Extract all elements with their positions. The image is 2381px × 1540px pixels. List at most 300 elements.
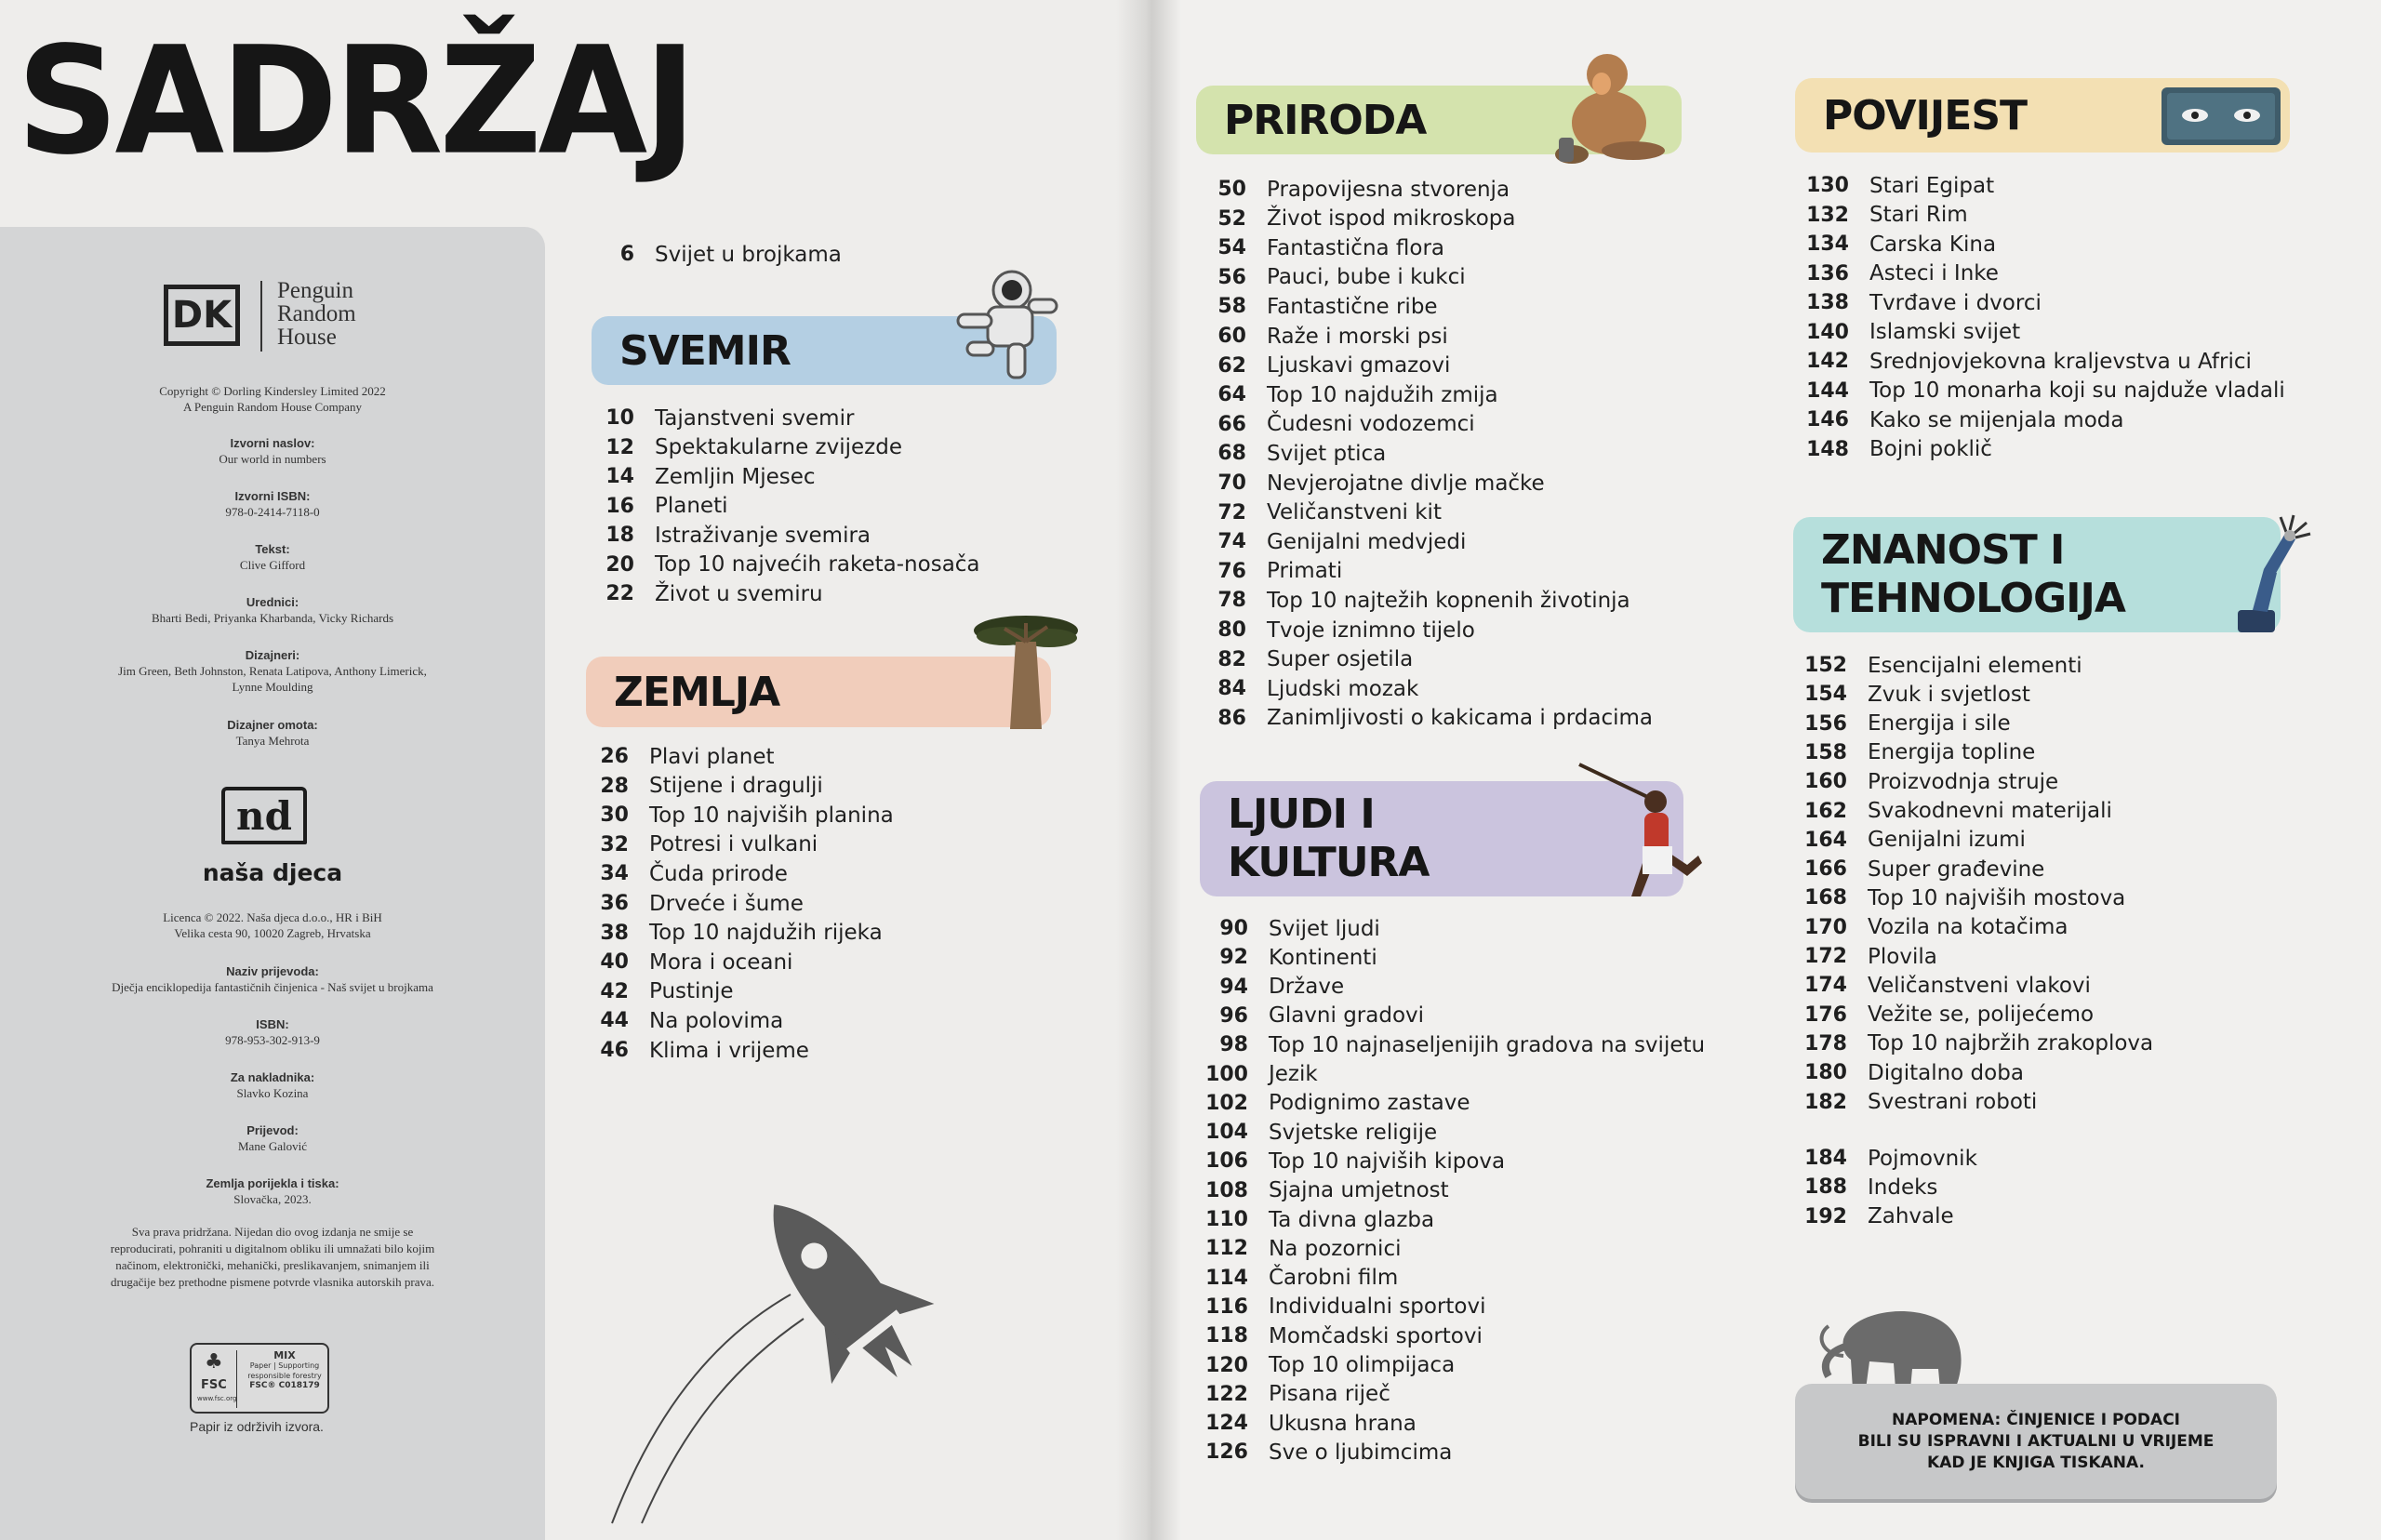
page-number: 46	[600, 1039, 629, 1062]
entry-title: Top 10 najvećih raketa-nosača	[655, 552, 980, 577]
entry-title: Tajanstveni svemir	[655, 405, 855, 431]
entry-title: Istraživanje svemira	[655, 523, 871, 548]
toc-entry[interactable]	[1183, 973, 1344, 1002]
copyright-line-2: A Penguin Random House Company	[182, 400, 363, 414]
page-number: 154	[1804, 683, 1847, 707]
entry-title: Fantastična flora	[1267, 235, 1445, 260]
field-label: Tekst:	[255, 542, 290, 556]
entry-title: Top 10 najdužih rijeka	[649, 921, 883, 946]
toc-entry[interactable]	[569, 404, 854, 432]
section-title: POVIJEST	[1823, 91, 2028, 139]
toc-entry[interactable]	[1181, 674, 1418, 703]
page-number: 86	[1217, 706, 1246, 730]
entry-title: Pustinje	[649, 979, 734, 1004]
field-label: Zemlja porijekla i tiska:	[206, 1176, 339, 1190]
entry-title: Energija i sile	[1868, 711, 2011, 737]
toc-entry[interactable]	[1782, 651, 2082, 680]
toc-entry[interactable]	[1782, 767, 2058, 796]
toc-entry[interactable]	[1784, 230, 1996, 259]
imprint-licence	[0, 909, 545, 941]
imprint-field-publisher-rep	[0, 1069, 545, 1101]
imprint-field-translator	[0, 1122, 545, 1154]
toc-entry[interactable]	[1183, 1380, 1390, 1409]
field-label: Urednici:	[246, 595, 299, 609]
entry-title: Glavni gradovi	[1269, 1003, 1425, 1029]
baobab-tree-image	[967, 610, 1084, 729]
entry-title: Stijene i dragulji	[649, 774, 823, 799]
fsc-logo	[190, 1343, 329, 1414]
toc-entry[interactable]	[1183, 1438, 1452, 1467]
toc-entry[interactable]	[1782, 710, 2011, 738]
toc-entry[interactable]	[1782, 680, 2030, 709]
page-number: 140	[1806, 320, 1849, 344]
page-number: 104	[1205, 1121, 1248, 1145]
page-number: 122	[1205, 1382, 1248, 1406]
page-number: 38	[600, 921, 629, 945]
toc-entry[interactable]	[1784, 201, 1968, 230]
note-line: KAD JE KNJIGA TISKANA.	[1927, 1453, 2145, 1472]
entry-title: Ta divna glazba	[1269, 1207, 1435, 1232]
page-number: 100	[1205, 1062, 1248, 1086]
page-number: 94	[1219, 975, 1248, 999]
toc-entry[interactable]	[1181, 322, 1448, 351]
entry-title: Potresi i vulkani	[649, 832, 818, 857]
page-number: 18	[605, 524, 634, 547]
toc-entry[interactable]	[1181, 292, 1438, 321]
page-number: 42	[600, 979, 629, 1003]
entry-title: Tvoje iznimno tijelo	[1267, 617, 1475, 643]
toc-entry[interactable]	[1784, 405, 2123, 434]
toc-entry[interactable]	[1782, 826, 2026, 855]
page-number: 20	[605, 552, 634, 577]
toc-entry[interactable]	[1181, 380, 1498, 409]
toc-entry[interactable]	[1782, 1173, 1937, 1201]
page-number: 180	[1804, 1061, 1847, 1085]
entry-title: Sjajna umjetnost	[1269, 1178, 1449, 1203]
toc-entry[interactable]	[1181, 527, 1466, 556]
page-number: 114	[1205, 1266, 1248, 1290]
page-number: 184	[1804, 1147, 1847, 1170]
page-number: 156	[1804, 711, 1847, 736]
entry-title: Stari Egipat	[1869, 173, 1995, 198]
page-number: 96	[1219, 1003, 1248, 1028]
imprint-field-origin	[0, 1175, 545, 1207]
toc-entry[interactable]	[569, 433, 902, 462]
entry-title: Kako se mijenjala moda	[1869, 407, 2124, 432]
page-number: 70	[1217, 471, 1246, 495]
entry-title: Ljudski mozak	[1267, 676, 1419, 701]
entry-title: Srednjovjekovna kraljevstva u Africi	[1869, 349, 2252, 374]
toc-entry[interactable]	[569, 521, 871, 550]
toc-entry[interactable]	[564, 1036, 809, 1065]
entry-title: Asteci i Inke	[1869, 261, 1999, 285]
page-number: 102	[1205, 1091, 1248, 1115]
page-number: 52	[1217, 206, 1246, 231]
section-title: SVEMIR	[619, 326, 791, 375]
toc-entry[interactable]	[1183, 1060, 1318, 1089]
page-number: 60	[1217, 325, 1246, 348]
entry-title: Genijalni medvjedi	[1267, 529, 1467, 554]
rights-line: reproducirati, pohraniti u digitalnom obliku ili umnažati bilo kojim	[110, 1241, 435, 1255]
toc-entry[interactable]	[564, 801, 894, 830]
page-number: 174	[1804, 974, 1847, 998]
toc-entry[interactable]	[1181, 645, 1413, 674]
field-value: Slovačka, 2023.	[233, 1192, 312, 1206]
page-number: 28	[600, 774, 629, 798]
toc-entry[interactable]	[1183, 1030, 1705, 1059]
page-number: 84	[1217, 677, 1246, 701]
disclaimer-note	[1795, 1384, 2277, 1499]
fsc-caption: Papir iz održivih izvora.	[190, 1419, 324, 1434]
toc-entry[interactable]	[1782, 797, 2112, 826]
entry-title: Top 10 najdužih zmija	[1267, 382, 1498, 407]
rights-line: drugačije bez prethodne pismene potvrde vlasnika autorskih prava.	[111, 1275, 434, 1289]
prh-line-3: House	[277, 325, 337, 350]
toc-entry[interactable]	[1782, 1088, 2037, 1117]
toc-entry[interactable]	[1183, 1234, 1401, 1263]
page-number: 58	[1217, 295, 1246, 319]
entry-title: Zemljin Mjesec	[655, 464, 816, 489]
page-title: SADRŽAJ	[17, 14, 693, 188]
field-value: Clive Gifford	[239, 558, 306, 572]
toc-entry[interactable]	[564, 742, 775, 771]
licence-line-1: Licenca © 2022. Naša djeca d.o.o., HR i BiH	[163, 910, 382, 924]
toc-entry[interactable]	[569, 551, 980, 579]
entry-title: Tvrđave i dvorci	[1869, 290, 2042, 315]
toc-entry[interactable]	[1183, 1264, 1398, 1293]
toc-entry[interactable]	[1183, 914, 1380, 943]
entry-title: Veličanstveni vlakovi	[1868, 973, 2091, 998]
entry-title: Kontinenti	[1269, 945, 1377, 970]
toc-entry[interactable]	[1181, 498, 1442, 527]
entry-title: Carska Kina	[1869, 232, 1997, 257]
section-title: ZEMLJA	[614, 668, 780, 716]
monkey-image	[1544, 46, 1683, 167]
entry-title: Plovila	[1868, 944, 1937, 969]
entry-title: Čarobni film	[1269, 1266, 1399, 1291]
toc-entry[interactable]	[1183, 1321, 1483, 1350]
entry-title: Individualni sportovi	[1269, 1294, 1486, 1320]
imprint-field-translation-title	[0, 963, 545, 995]
page-number: 146	[1806, 408, 1849, 431]
page-number: 34	[600, 862, 629, 886]
toc-entry[interactable]	[1183, 1118, 1437, 1147]
page-number: 110	[1205, 1208, 1248, 1231]
page-number: 130	[1806, 174, 1849, 197]
entry-title: Stari Rim	[1869, 203, 1968, 227]
page-number: 112	[1205, 1237, 1248, 1261]
page-number: 108	[1205, 1178, 1248, 1202]
toc-entry[interactable]	[1181, 586, 1630, 615]
entry-title: Svestrani roboti	[1868, 1090, 2038, 1114]
toc-entry[interactable]	[1782, 1001, 2094, 1029]
entry-title: Top 10 najviših planina	[649, 803, 894, 828]
nd-logo: nd	[221, 787, 307, 844]
entry-title: Mora i oceani	[649, 949, 793, 975]
page-number: 158	[1804, 740, 1847, 764]
page-number: 168	[1804, 886, 1847, 910]
field-value: Lynne Moulding	[232, 680, 313, 694]
entry-title: Svijet ljudi	[1269, 916, 1380, 941]
entry-title: Raže i morski psi	[1267, 324, 1448, 349]
entry-title: Zvuk i svjetlost	[1868, 682, 2030, 707]
page-number: 76	[1217, 559, 1246, 583]
page-number: 10	[605, 406, 634, 430]
field-label: Izvorni ISBN:	[234, 489, 311, 503]
toc-entry[interactable]	[1181, 704, 1653, 733]
page-number: 26	[600, 745, 629, 768]
toc-entry[interactable]	[569, 462, 816, 491]
toc-entry[interactable]	[564, 859, 788, 888]
toc-entry[interactable]	[1784, 377, 2285, 405]
entry-title: Super građevine	[1868, 856, 2045, 882]
dk-logo: DK	[164, 285, 240, 346]
entry-title: Zahvale	[1868, 1204, 1954, 1229]
toc-entry[interactable]	[564, 948, 792, 976]
entry-title: Proizvodnja struje	[1868, 769, 2059, 794]
toc-entry[interactable]	[1183, 1089, 1470, 1118]
licence-line-2: Velika cesta 90, 10020 Zagreb, Hrvatska	[174, 926, 371, 940]
entry-title: Jezik	[1269, 1062, 1318, 1086]
fsc-label	[242, 1350, 327, 1391]
fsc-mark: FSC	[201, 1378, 227, 1392]
page-number: 74	[1217, 530, 1246, 554]
page-number: 134	[1806, 232, 1849, 256]
page-number: 124	[1205, 1412, 1248, 1436]
page-number: 66	[1217, 412, 1246, 436]
toc-entry[interactable]	[564, 772, 823, 801]
page-number: 170	[1804, 915, 1847, 939]
toc-entry[interactable]	[1183, 1293, 1486, 1321]
toc-entry[interactable]	[1784, 435, 1992, 464]
entry-title: Top 10 najtežih kopnenih životinja	[1267, 588, 1630, 613]
field-value: 978-0-2414-7118-0	[225, 505, 320, 519]
toc-entry[interactable]	[1181, 263, 1466, 292]
toc-entry[interactable]	[1183, 1147, 1505, 1175]
field-value: 978-953-302-913-9	[225, 1033, 320, 1047]
toc-entry[interactable]	[1181, 557, 1342, 586]
entry-title: Prapovijesna stvorenja	[1267, 177, 1510, 202]
toc-entry[interactable]	[1183, 943, 1377, 972]
page-number: 40	[600, 950, 629, 975]
imprint-field-isbn	[0, 1016, 545, 1048]
prh-logo-divider	[260, 281, 262, 352]
imprint-field-cover-designer	[0, 717, 545, 749]
imprint-field-original-title	[0, 435, 545, 467]
entry-title: Države	[1269, 975, 1345, 1000]
entry-title: Vozila na kotačima	[1868, 915, 2068, 940]
entry-title: Čuda prirode	[649, 861, 788, 886]
page-number: 118	[1205, 1324, 1248, 1348]
entry-title: Klima i vrijeme	[649, 1038, 809, 1063]
toc-entry[interactable]	[1782, 1144, 1977, 1173]
rights-line: načinom, elektronički, mehanički, preslikavanjem, snimanjem ili	[115, 1258, 430, 1272]
section-title-line-2: KULTURA	[1228, 839, 1430, 886]
fsc-site: www.fsc.org	[197, 1395, 237, 1402]
entry-title: Esencijalni elementi	[1868, 653, 2082, 678]
entry-title: Život u svemiru	[655, 581, 823, 606]
toc-entry[interactable]	[1782, 738, 2035, 767]
toc-entry[interactable]	[1181, 469, 1545, 498]
entry-title: Zanimljivosti o kakicama i prdacima	[1267, 706, 1654, 731]
field-label: Naziv prijevoda:	[226, 964, 319, 978]
entry-title: Na polovima	[649, 1008, 784, 1033]
toc-entry[interactable]	[1782, 942, 1937, 971]
rights-line: Sva prava pridržana. Nijedan dio ovog izdanja ne smije se	[131, 1225, 414, 1239]
entry-title: Čudesni vodozemci	[1267, 412, 1475, 437]
toc-entry[interactable]	[1784, 347, 2252, 376]
toc-entry[interactable]	[1183, 1409, 1417, 1438]
toc-entry[interactable]	[1782, 883, 2125, 912]
page-number: 152	[1804, 654, 1847, 677]
toc-entry[interactable]	[1782, 1202, 1954, 1231]
toc-entry[interactable]	[1782, 1058, 2024, 1087]
entry-title: Pojmovnik	[1868, 1146, 1977, 1171]
page-number: 106	[1205, 1149, 1248, 1174]
toc-entry[interactable]	[1782, 855, 2044, 883]
entry-title: Sve o ljubimcima	[1269, 1440, 1453, 1465]
toc-entry[interactable]	[569, 492, 728, 521]
page-number: 144	[1806, 378, 1849, 403]
page-number: 72	[1217, 500, 1246, 524]
entry-title: Top 10 najnaseljenijih gradova na svijetu	[1269, 1032, 1706, 1057]
entry-title: Pisana riječ	[1269, 1382, 1390, 1407]
toc-entry[interactable]	[1784, 259, 1999, 288]
toc-entry[interactable]	[564, 830, 818, 859]
page-number: 54	[1217, 236, 1246, 260]
toc-entry[interactable]	[1181, 205, 1516, 233]
page-number: 160	[1804, 770, 1847, 794]
fsc-divider	[236, 1350, 237, 1408]
field-label: Za nakladnika:	[230, 1070, 315, 1084]
page-number: 64	[1217, 383, 1246, 407]
toc-entry[interactable]	[1183, 1002, 1424, 1030]
page-number: 148	[1806, 437, 1849, 461]
note-line: BILI SU ISPRAVNI I AKTUALNI U VRIJEME	[1857, 1431, 2215, 1451]
entry-title: Top 10 najbržih zrakoplova	[1868, 1031, 2154, 1056]
toc-entry[interactable]	[1784, 318, 2020, 347]
dancer-image	[1572, 761, 1711, 898]
toc-entry[interactable]	[1183, 1176, 1449, 1205]
toc-entry[interactable]	[1181, 410, 1475, 439]
imprint-field-text	[0, 541, 545, 573]
entry-title: Vežite se, polijećemo	[1868, 1002, 2095, 1028]
toc-entry[interactable]	[564, 977, 734, 1006]
entry-title: Svjetske religije	[1269, 1120, 1438, 1145]
book-gutter	[1116, 0, 1181, 1540]
nasa-djeca-wordmark: naša djeca	[202, 859, 343, 886]
fsc-code: FSC® C018179	[249, 1381, 320, 1390]
page-number: 126	[1205, 1440, 1248, 1465]
page-number: 16	[605, 494, 634, 518]
page-number: 62	[1217, 353, 1246, 378]
entry-title: Pauci, bube i kukci	[1267, 265, 1466, 290]
page-number: 22	[605, 582, 634, 605]
entry-title: Top 10 najviših kipova	[1269, 1148, 1506, 1174]
prh-line-1: Penguin	[277, 278, 353, 303]
entry-title: Planeti	[655, 494, 728, 518]
entry-title: Momčadski sportovi	[1269, 1323, 1483, 1348]
entry-title: Islamski svijet	[1869, 320, 2021, 344]
fsc-tree-icon: ♣	[205, 1350, 223, 1374]
toc-entry[interactable]	[564, 1006, 783, 1035]
entry-title: Život ispod mikroskopa	[1267, 206, 1516, 232]
toc-entry[interactable]	[1181, 439, 1386, 468]
page-number: 30	[600, 803, 629, 828]
toc-entry[interactable]	[1782, 913, 2068, 942]
entry-title: Na pozornici	[1269, 1236, 1402, 1261]
copyright-line-1: Copyright © Dorling Kindersley Limited 2022	[159, 384, 386, 398]
page-number: 116	[1205, 1294, 1248, 1319]
imprint-panel	[0, 227, 545, 1540]
toc-entry[interactable]	[569, 579, 823, 608]
toc-entry[interactable]	[1784, 288, 2042, 317]
page-number: 192	[1804, 1204, 1847, 1228]
page-number: 164	[1804, 828, 1847, 852]
entry-title: Energija topline	[1868, 740, 2036, 765]
page-number: 14	[605, 465, 634, 488]
page-number: 166	[1804, 857, 1847, 882]
page-number: 78	[1217, 589, 1246, 613]
field-label: Izvorni naslov:	[230, 436, 315, 450]
page-number: 82	[1217, 647, 1246, 671]
field-label: ISBN:	[256, 1017, 289, 1031]
toc-entry[interactable]	[1782, 1029, 2153, 1058]
toc-entry[interactable]	[1181, 175, 1510, 204]
toc-entry[interactable]	[1782, 971, 2091, 1000]
section-title: PRIRODA	[1224, 96, 1427, 144]
toc-entry[interactable]	[1183, 1351, 1455, 1380]
fsc-line-1: Paper | Supporting	[249, 1361, 320, 1370]
field-label: Dizajner omota:	[227, 718, 318, 732]
page-number: 56	[1217, 265, 1246, 289]
fsc-line-2: responsible forestry	[247, 1372, 322, 1380]
page-number: 36	[600, 892, 629, 915]
field-value: Jim Green, Beth Johnston, Renata Latipova, Anthony Limerick,	[118, 664, 427, 678]
note-line: NAPOMENA: ČINJENICE I PODACI	[1892, 1410, 2180, 1429]
toc-entry[interactable]	[1181, 616, 1475, 644]
field-value: Tanya Mehrota	[235, 734, 310, 748]
section-title-line-2: TEHNOLOGIJA	[1821, 575, 2125, 622]
imprint-field-original-isbn	[0, 488, 545, 520]
entry-title: Svakodnevni materijali	[1868, 799, 2112, 823]
toc-entry[interactable]	[1181, 233, 1444, 262]
entry-title: Bojni poklič	[1869, 437, 1992, 461]
entry-title: Svijet u brojkama	[655, 242, 842, 267]
field-value: Dječja enciklopedija fantastičnih činjenica - Naš svijet u brojkama	[112, 980, 433, 994]
field-value: Mane Galović	[237, 1139, 307, 1153]
mask-image	[2158, 84, 2284, 149]
field-value: Bharti Bedi, Priyanka Kharbanda, Vicky Richards	[152, 611, 393, 625]
toc-entry[interactable]	[1181, 352, 1450, 380]
page-number: 68	[1217, 442, 1246, 466]
toc-entry[interactable]	[564, 919, 883, 948]
entry-title: Spektakularne zvijezde	[655, 435, 902, 459]
page-number: 138	[1806, 291, 1849, 314]
toc-entry[interactable]	[1183, 1205, 1434, 1234]
field-label: Dizajneri:	[245, 648, 300, 662]
page-number: 142	[1806, 350, 1849, 373]
toc-entry-intro[interactable]	[569, 240, 842, 269]
entry-title: Ukusna hrana	[1269, 1411, 1417, 1436]
prh-logo	[277, 279, 356, 349]
page-number: 132	[1806, 203, 1849, 227]
toc-entry[interactable]	[1784, 171, 1994, 200]
page-number: 182	[1804, 1090, 1847, 1114]
section-title-line-1: ZNANOST I	[1821, 526, 2065, 574]
toc-entry[interactable]	[564, 889, 804, 918]
page-number: 92	[1219, 946, 1248, 970]
